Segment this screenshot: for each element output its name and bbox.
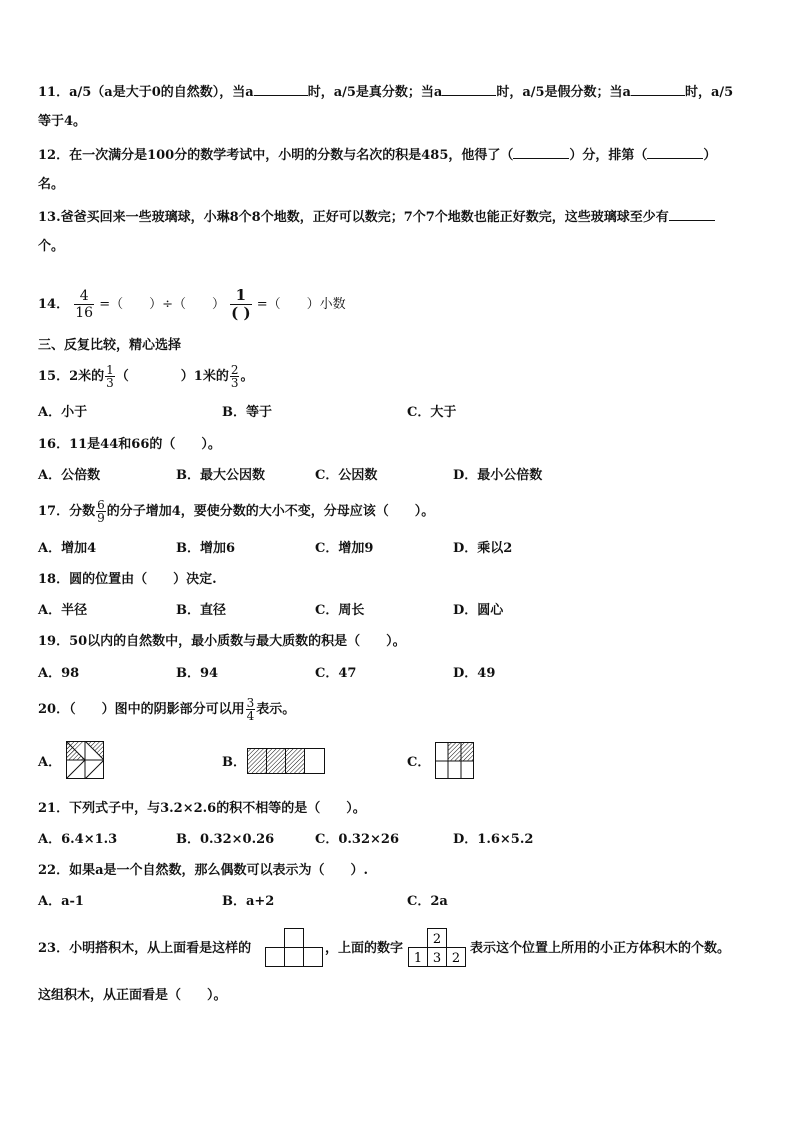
q15-option-b[interactable]: B．等于: [222, 405, 272, 420]
q11-blank-2[interactable]: [442, 82, 496, 96]
q17-line: 17．分数 $\frac{6}{9}$ 的分子增加4，要使分数的大小不变，分母应该（ ）。: [38, 498, 435, 525]
section-3-heading: 三、反复比较，精心选择: [38, 338, 182, 353]
q16-option-b[interactable]: B．最大公因数: [176, 468, 265, 483]
q12-blank-score[interactable]: [513, 145, 569, 159]
q16-text: 16．11是44和66的（ ）。: [38, 437, 221, 452]
q23-text-c: 表示这个位置上所用的小正方体积木的个数。: [470, 941, 731, 956]
q22-option-a[interactable]: A．a-1: [38, 894, 84, 909]
q22-option-b[interactable]: B．a+2: [222, 894, 275, 909]
q21-text: 21．下列式子中，与3.2×2.6的积不相等的是（ ）。: [38, 801, 366, 816]
q11-blank-3[interactable]: [631, 82, 685, 96]
q21-option-a[interactable]: A．6.4×1.3: [38, 832, 118, 847]
q20-figure-b: [247, 748, 327, 775]
q23-grid-number-top: 2: [432, 932, 442, 947]
q15-fraction-2: $\frac{2}{3}$: [230, 363, 239, 390]
q20-figure-c: [435, 742, 475, 780]
q23-grid-number-right: 2: [451, 951, 461, 966]
q11-line1: 11．a/5（a是大于0的自然数），当a 时，a/5是真分数；当a 时，a/5是假分数；当a 时，a/5: [38, 82, 733, 102]
q17-fraction: $\frac{6}{9}$: [97, 498, 105, 525]
q18-option-b[interactable]: B．直径: [176, 603, 226, 618]
q18-option-a[interactable]: A．半径: [38, 603, 88, 618]
q20-line: 20．（ ）图中的阴影部分可以用 $\frac{3}{4}$ 表示。: [38, 696, 296, 723]
q16-option-d[interactable]: D．最小公倍数: [453, 468, 543, 483]
q17-option-b[interactable]: B．增加6: [176, 541, 236, 556]
q21-option-b[interactable]: B．0.32×0.26: [176, 832, 275, 847]
q19-option-a[interactable]: A．98: [38, 666, 80, 681]
q23-number-grid: [408, 928, 468, 968]
q20-figure-a: [66, 741, 104, 779]
q16-option-c[interactable]: C．公因数: [315, 468, 378, 483]
q21-option-c[interactable]: C．0.32×26: [315, 832, 399, 847]
q23-text-a: 23．小明搭积木，从上面看是这样的: [38, 941, 252, 956]
q23-top-view-figure: [265, 928, 325, 968]
q15-fraction-1: $\frac{1}{3}$: [106, 363, 114, 390]
q15-option-a[interactable]: A．小于: [38, 405, 88, 420]
q12-line1: 12．在一次满分是100分的数学考试中，小明的分数与名次的积是485，他得了（ ）分，排第（ ）: [38, 145, 716, 165]
q14-fraction-unit: $\frac{1}{( )}$: [231, 286, 251, 322]
q17-option-a[interactable]: A．增加4: [38, 541, 97, 556]
q17-option-c[interactable]: C．增加9: [315, 541, 374, 556]
q16-option-a[interactable]: A．公倍数: [38, 468, 101, 483]
q20-option-a[interactable]: A．: [38, 755, 62, 770]
q18-option-c[interactable]: C．周长: [315, 603, 365, 618]
q11-line2: 等于4。: [38, 114, 87, 129]
q14-line: 14． $\frac{4}{16}$ =（ ）÷（ ） $\frac{1}{( )}$ =（ ）小数: [38, 286, 346, 322]
q11-blank-1[interactable]: [254, 82, 308, 96]
q23-grid-number-middle: 3: [432, 951, 442, 966]
q15-line: 15．2米的 $\frac{1}{3}$ （ ）1米的 $\frac{2}{3}$ 。: [38, 363, 254, 390]
q19-option-c[interactable]: C．47: [315, 666, 357, 681]
q17-option-d[interactable]: D．乘以2: [453, 541, 513, 556]
q19-option-b[interactable]: B．94: [176, 666, 219, 681]
q12-blank-rank[interactable]: [647, 145, 703, 159]
q18-text: 18．圆的位置由（ ）决定.: [38, 572, 217, 587]
q13-line1: 13.爸爸买回来一些玻璃球，小琳8个8个地数，正好可以数完；7个7个地数也能正好数完，这些玻璃球至少有: [38, 207, 715, 227]
q13-blank[interactable]: [669, 207, 715, 221]
q20-fraction: $\frac{3}{4}$: [246, 696, 255, 723]
q22-text: 22．如果a是一个自然数，那么偶数可以表示为（ ）.: [38, 863, 369, 878]
q13-line2: 个。: [38, 239, 65, 254]
q19-option-d[interactable]: D．49: [453, 666, 496, 681]
q23-text-b: ，上面的数字: [325, 941, 404, 956]
q18-option-d[interactable]: D．圆心: [453, 603, 504, 618]
q20-option-c[interactable]: C．: [407, 755, 431, 770]
q19-text: 19．50以内的自然数中，最小质数与最大质数的积是（ ）。: [38, 634, 406, 649]
q22-option-c[interactable]: C．2a: [407, 894, 448, 909]
q12-line2: 名。: [38, 177, 65, 192]
q15-option-c[interactable]: C．大于: [407, 405, 457, 420]
q21-option-d[interactable]: D．1.6×5.2: [453, 832, 534, 847]
q23-grid-number-left: 1: [413, 951, 423, 966]
q23-line2: 这组积木，从正面看是（ ）。: [38, 988, 227, 1003]
q14-fraction: $\frac{4}{16}$: [75, 288, 94, 321]
q20-option-b[interactable]: B．: [222, 755, 246, 770]
